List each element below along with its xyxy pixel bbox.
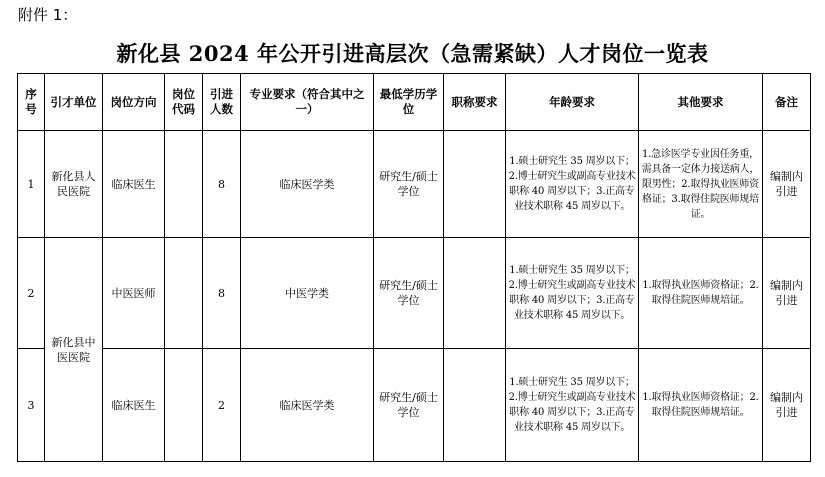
cell-title-req — [444, 131, 506, 238]
header-count: 引进人数 — [203, 74, 241, 131]
cell-other: 1.急诊医学专业因任务重，需具备一定体力接送病人，限男性；2.取得执业医师资格证；3.取得住院医师规培证。 — [639, 131, 763, 238]
header-age: 年龄要求 — [506, 74, 639, 131]
cell-unit: 新化县人民医院 — [45, 131, 103, 238]
cell-direction: 临床医生 — [103, 349, 165, 462]
header-title-req: 职称要求 — [444, 74, 506, 131]
positions-table — [17, 73, 811, 462]
header-code: 岗位代码 — [165, 74, 203, 131]
cell-direction: 中医医师 — [103, 238, 165, 349]
cell-other: 1.取得执业医师资格证；2.取得住院医师规培证。 — [639, 238, 763, 349]
cell-age: 1.硕士研究生 35 周岁以下；2.博士研究生或副高专业技术职称 40 周岁以下；3.正高专业技术职称 45 周岁以下。 — [506, 131, 639, 238]
cell-major: 临床医学类 — [241, 131, 374, 238]
cell-other: 1.取得执业医师资格证；2.取得住院医师规培证。 — [639, 349, 763, 462]
attachment-label: 附件 1： — [18, 6, 78, 24]
cell-major: 中医学类 — [241, 238, 374, 349]
header-direction: 岗位方向 — [103, 74, 165, 131]
cell-count: 8 — [203, 238, 241, 349]
cell-direction: 临床医生 — [103, 131, 165, 238]
cell-note: 编制内引进 — [763, 131, 811, 238]
header-major: 专业要求（符合其中之一） — [241, 74, 374, 131]
table-row — [18, 349, 811, 462]
cell-seq: 2 — [18, 238, 45, 349]
cell-major: 临床医学类 — [241, 349, 374, 462]
header-other: 其他要求 — [639, 74, 763, 131]
cell-degree: 研究生/硕士学位 — [374, 238, 444, 349]
cell-title-req — [444, 238, 506, 349]
cell-count: 8 — [203, 131, 241, 238]
cell-degree: 研究生/硕士学位 — [374, 349, 444, 462]
cell-age: 1.硕士研究生 35 周岁以下；2.博士研究生或副高专业技术职称 40 周岁以下；3.正高专业技术职称 45 周岁以下。 — [506, 238, 639, 349]
header-degree: 最低学历学位 — [374, 74, 444, 131]
header-seq: 序号 — [18, 74, 45, 131]
cell-code — [165, 238, 203, 349]
cell-seq: 3 — [18, 349, 45, 462]
table-row — [18, 238, 811, 349]
header-unit: 引才单位 — [45, 74, 103, 131]
cell-unit: 新化县中医医院 — [45, 238, 103, 462]
header-row — [18, 74, 811, 131]
document-title: 新化县 2024 年公开引进高层次（急需紧缺）人才岗位一览表 — [116, 41, 709, 66]
cell-degree: 研究生/硕士学位 — [374, 131, 444, 238]
cell-note: 编制内引进 — [763, 238, 811, 349]
cell-age: 1.硕士研究生 35 周岁以下；2.博士研究生或副高专业技术职称 40 周岁以下；3.正高专业技术职称 45 周岁以下。 — [506, 349, 639, 462]
cell-seq: 1 — [18, 131, 45, 238]
cell-code — [165, 349, 203, 462]
table-row — [18, 131, 811, 238]
cell-title-req — [444, 349, 506, 462]
cell-note: 编制内引进 — [763, 349, 811, 462]
cell-code — [165, 131, 203, 238]
header-note: 备注 — [763, 74, 811, 131]
cell-count: 2 — [203, 349, 241, 462]
